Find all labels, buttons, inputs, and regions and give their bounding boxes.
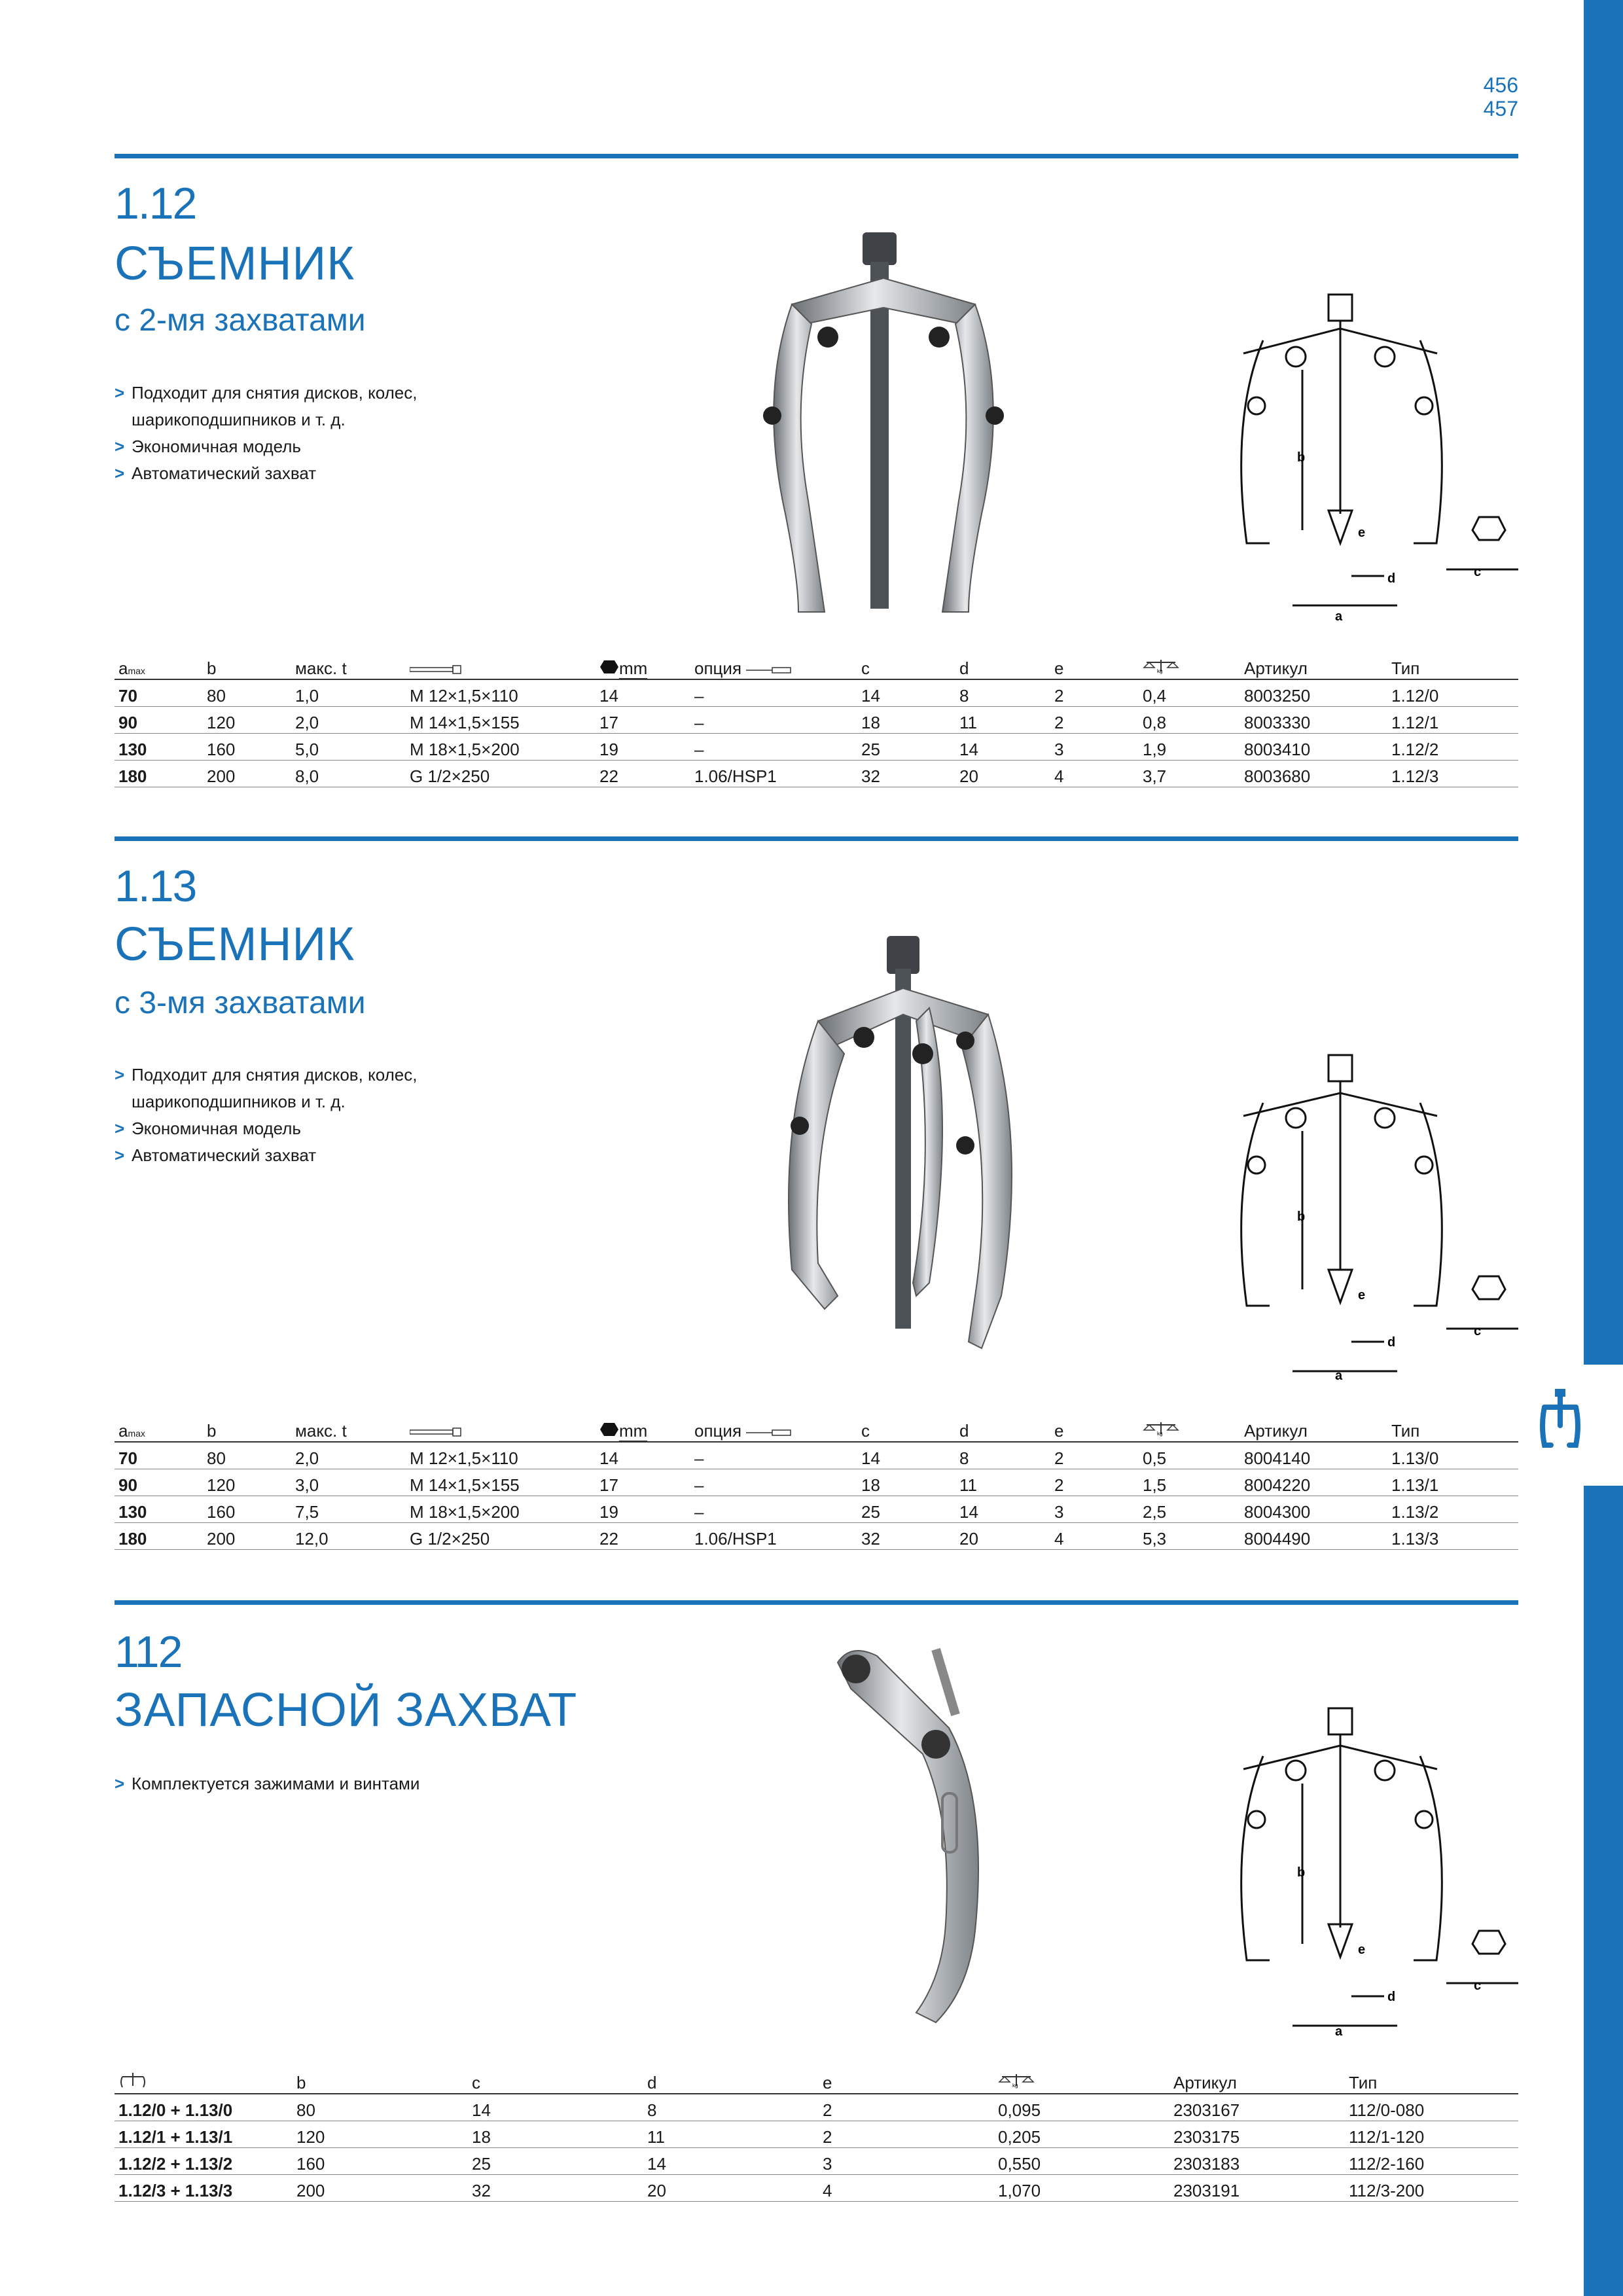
table-row — [115, 2094, 1518, 2121]
table-cell: 12,0 — [291, 1523, 406, 1550]
table-cell: 18 — [468, 2121, 643, 2148]
col-header-type: Тип — [1345, 2067, 1518, 2094]
table-cell: 8003330 — [1240, 707, 1387, 734]
drawing-label: d — [1387, 1990, 1396, 2004]
table-cell: 8004140 — [1240, 1442, 1387, 1469]
table-cell: 22 — [596, 761, 690, 787]
table-cell: 90 — [115, 1469, 203, 1496]
table-cell: 120 — [203, 707, 291, 734]
table-cell: – — [690, 707, 857, 734]
table-cell: 3 — [1050, 1496, 1139, 1523]
table-cell: 14 — [955, 734, 1050, 761]
hex-key-icon — [599, 660, 619, 674]
scale-weight-icon — [1143, 658, 1179, 674]
table-cell: 4 — [1050, 761, 1139, 787]
table-cell: 80 — [203, 679, 291, 707]
table-cell: 2303183 — [1169, 2148, 1345, 2175]
feature-list — [115, 1062, 417, 1169]
table-cell: – — [690, 1469, 857, 1496]
table-cell: – — [690, 1442, 857, 1469]
spec-table — [115, 653, 1518, 787]
table-cell: – — [690, 734, 857, 761]
section-number: 1.12 — [115, 179, 196, 228]
table-cell: 1,0 — [291, 679, 406, 707]
table-cell: 3,7 — [1139, 761, 1240, 787]
feature-item: > Подходит для снятия дисков, колес, шарикоподшипников и т. д. — [115, 380, 417, 433]
table-cell: M 14×1,5×155 — [406, 707, 596, 734]
table-cell: 14 — [643, 2148, 819, 2175]
col-header-weight — [1139, 653, 1240, 679]
table-cell: M 18×1,5×200 — [406, 1496, 596, 1523]
col-header-d: d — [643, 2067, 819, 2094]
svg-text:kg: kg — [1012, 2083, 1018, 2089]
col-header-c: c — [857, 653, 955, 679]
chevron-right-icon: > — [115, 1065, 125, 1085]
col-header-screw — [406, 1415, 596, 1442]
table-cell: 1.13/3 — [1387, 1523, 1518, 1550]
table-cell: 200 — [203, 1523, 291, 1550]
table-cell: 8003250 — [1240, 679, 1387, 707]
table-cell: 180 — [115, 1523, 203, 1550]
table-cell: 1,9 — [1139, 734, 1240, 761]
table-cell: 120 — [293, 2121, 468, 2148]
table-cell: 5,0 — [291, 734, 406, 761]
col-header-t: макс. t — [291, 653, 406, 679]
table-cell: 112/0-080 — [1345, 2094, 1518, 2121]
table-cell: 70 — [115, 1442, 203, 1469]
table-cell: 120 — [203, 1469, 291, 1496]
section-number: 1.13 — [115, 861, 196, 911]
table-cell: 70 — [115, 679, 203, 707]
section-number: 112 — [115, 1627, 182, 1677]
table-cell: 1.06/HSP1 — [690, 761, 857, 787]
page-numbers — [1466, 73, 1518, 120]
drawing-label: b — [1297, 450, 1306, 465]
col-header-e: e — [1050, 653, 1139, 679]
table-cell: 180 — [115, 761, 203, 787]
drawing-label: b — [1297, 1865, 1306, 1880]
col-header-option: опция — [690, 1415, 857, 1442]
section-divider — [115, 1600, 1518, 1605]
table-cell: 8 — [955, 1442, 1050, 1469]
table-cell: 3 — [819, 2148, 994, 2175]
drawing-label: c — [1474, 1324, 1482, 1338]
technical-drawing — [1230, 1705, 1525, 2039]
feature-item: > Экономичная модель — [115, 1115, 417, 1142]
drawing-label: a — [1335, 2024, 1343, 2039]
table-cell: 112/1-120 — [1345, 2121, 1518, 2148]
table-cell: 8003410 — [1240, 734, 1387, 761]
table-cell: 14 — [468, 2094, 643, 2121]
option-pin-icon — [746, 666, 792, 674]
technical-drawing — [1230, 288, 1525, 625]
table-cell: 25 — [857, 1496, 955, 1523]
table-cell: 32 — [468, 2175, 643, 2202]
spec-table — [115, 2067, 1518, 2202]
table-cell: 200 — [293, 2175, 468, 2202]
table-cell: 200 — [203, 761, 291, 787]
table-cell: 3 — [1050, 734, 1139, 761]
drawing-label: e — [1358, 1943, 1366, 1957]
chevron-right-icon: > — [115, 437, 125, 456]
table-cell: 4 — [1050, 1523, 1139, 1550]
spec-table — [115, 1415, 1518, 1550]
table-cell: 0,5 — [1139, 1442, 1240, 1469]
col-header-c: c — [468, 2067, 643, 2094]
table-cell: 22 — [596, 1523, 690, 1550]
table-row — [115, 761, 1518, 787]
col-header-d: d — [955, 1415, 1050, 1442]
drawing-label: c — [1474, 1979, 1482, 1993]
table-cell: G 1/2×250 — [406, 761, 596, 787]
table-cell: 0,205 — [994, 2121, 1169, 2148]
col-header-hex: mm — [596, 653, 690, 679]
table-row — [115, 1469, 1518, 1496]
table-cell: 2303175 — [1169, 2121, 1345, 2148]
table-cell: 1.06/HSP1 — [690, 1523, 857, 1550]
table-cell: 1.12/2 — [1387, 734, 1518, 761]
table-cell: 2,0 — [291, 1442, 406, 1469]
feature-item: > Автоматический захват — [115, 460, 417, 487]
col-header-type: Тип — [1387, 1415, 1518, 1442]
col-header-b: b — [203, 653, 291, 679]
col-header-article: Артикул — [1169, 2067, 1345, 2094]
table-cell: – — [690, 679, 857, 707]
col-header-e: e — [819, 2067, 994, 2094]
svg-text:kg: kg — [1157, 668, 1163, 674]
table-cell: 18 — [857, 707, 955, 734]
drawing-label: c — [1474, 565, 1482, 579]
feature-item: > Автоматический захват — [115, 1142, 417, 1169]
table-cell: 80 — [293, 2094, 468, 2121]
table-cell: 7,5 — [291, 1496, 406, 1523]
drawing-label: e — [1358, 1288, 1366, 1302]
chevron-right-icon: > — [115, 1774, 125, 1793]
table-cell: 32 — [857, 1523, 955, 1550]
col-header-type: Тип — [1387, 653, 1518, 679]
table-cell: 2 — [819, 2094, 994, 2121]
table-cell: 3,0 — [291, 1469, 406, 1496]
jaw-icon — [118, 2072, 147, 2089]
table-row — [115, 2175, 1518, 2202]
table-cell: 90 — [115, 707, 203, 734]
col-header-a: amax — [115, 1415, 203, 1442]
table-row — [115, 1442, 1518, 1469]
table-cell: 0,550 — [994, 2148, 1169, 2175]
table-cell: 14 — [596, 1442, 690, 1469]
table-cell: 0,4 — [1139, 679, 1240, 707]
table-cell: 8004490 — [1240, 1523, 1387, 1550]
table-cell: 1.12/3 — [1387, 761, 1518, 787]
table-cell: 160 — [203, 734, 291, 761]
col-header-c: c — [857, 1415, 955, 1442]
table-cell: 25 — [468, 2148, 643, 2175]
drawing-label: e — [1358, 526, 1366, 540]
section-divider — [115, 154, 1518, 158]
page-number-left: 456 — [1483, 73, 1518, 97]
table-cell: 1.13/1 — [1387, 1469, 1518, 1496]
table-cell: 8 — [643, 2094, 819, 2121]
table-cell: 2,5 — [1139, 1496, 1240, 1523]
section-title: СЪЕМНИК — [115, 238, 355, 290]
table-cell: 11 — [643, 2121, 819, 2148]
table-cell: 2 — [1050, 679, 1139, 707]
table-cell: M 14×1,5×155 — [406, 1469, 596, 1496]
table-cell: M 12×1,5×110 — [406, 1442, 596, 1469]
chevron-right-icon: > — [115, 1119, 125, 1138]
table-cell: 11 — [955, 707, 1050, 734]
table-cell: 1,5 — [1139, 1469, 1240, 1496]
col-header-option: опция — [690, 653, 857, 679]
table-cell: 0,8 — [1139, 707, 1240, 734]
table-cell: 0,095 — [994, 2094, 1169, 2121]
col-header-e: e — [1050, 1415, 1139, 1442]
table-cell: 8004220 — [1240, 1469, 1387, 1496]
col-header-article: Артикул — [1240, 653, 1387, 679]
table-cell: 14 — [857, 679, 955, 707]
scale-weight-icon — [998, 2073, 1035, 2089]
table-cell: 14 — [596, 679, 690, 707]
table-cell: 1.12/1 + 1.13/1 — [115, 2121, 293, 2148]
table-cell: 20 — [643, 2175, 819, 2202]
col-header-t: макс. t — [291, 1415, 406, 1442]
table-cell: 20 — [955, 761, 1050, 787]
table-row — [115, 2148, 1518, 2175]
col-header-a: amax — [115, 653, 203, 679]
chevron-right-icon: > — [115, 1145, 125, 1165]
table-cell: 130 — [115, 1496, 203, 1523]
table-header-row — [115, 2067, 1518, 2094]
table-cell: M 12×1,5×110 — [406, 679, 596, 707]
screw-icon — [410, 1427, 462, 1437]
technical-drawing — [1230, 1054, 1525, 1381]
col-header-screw — [406, 653, 596, 679]
feature-item: > Комплектуется зажимами и винтами — [115, 1770, 419, 1797]
table-cell: 2 — [819, 2121, 994, 2148]
table-cell: 14 — [955, 1496, 1050, 1523]
table-cell: 1.12/1 — [1387, 707, 1518, 734]
table-cell: 8003680 — [1240, 761, 1387, 787]
table-cell: 8,0 — [291, 761, 406, 787]
table-cell: 8004300 — [1240, 1496, 1387, 1523]
table-row — [115, 1523, 1518, 1550]
table-cell: 1.12/0 — [1387, 679, 1518, 707]
table-cell: 11 — [955, 1469, 1050, 1496]
side-accent-bar — [1584, 0, 1623, 2296]
table-cell: 5,3 — [1139, 1523, 1240, 1550]
col-header-b: b — [293, 2067, 468, 2094]
table-row — [115, 1496, 1518, 1523]
table-cell: 4 — [819, 2175, 994, 2202]
table-cell: 2303191 — [1169, 2175, 1345, 2202]
table-row — [115, 734, 1518, 761]
feature-item: > Подходит для снятия дисков, колес, шарикоподшипников и т. д. — [115, 1062, 417, 1115]
drawing-label: a — [1335, 609, 1343, 624]
drawing-label: b — [1297, 1210, 1306, 1224]
table-cell: 17 — [596, 707, 690, 734]
section-title: СЪЕМНИК — [115, 918, 355, 971]
chevron-right-icon: > — [115, 463, 125, 483]
table-cell: 18 — [857, 1469, 955, 1496]
table-cell: G 1/2×250 — [406, 1523, 596, 1550]
table-cell: 130 — [115, 734, 203, 761]
table-cell: 2 — [1050, 1442, 1139, 1469]
col-header-d: d — [955, 653, 1050, 679]
table-cell: 80 — [203, 1442, 291, 1469]
table-cell: 160 — [293, 2148, 468, 2175]
section-subtitle: с 3-мя захватами — [115, 986, 366, 1020]
col-header-weight — [1139, 1415, 1240, 1442]
col-header-weight — [994, 2067, 1169, 2094]
feature-list — [115, 380, 417, 487]
feature-list — [115, 1770, 419, 1797]
puller-logo-icon — [1537, 1386, 1584, 1465]
table-cell: 2 — [1050, 1469, 1139, 1496]
screw-icon — [410, 665, 462, 674]
feature-item: > Экономичная модель — [115, 433, 417, 460]
table-cell: 25 — [857, 734, 955, 761]
table-cell: 14 — [857, 1442, 955, 1469]
table-cell: 32 — [857, 761, 955, 787]
scale-weight-icon — [1143, 1421, 1179, 1437]
option-pin-icon — [746, 1429, 792, 1437]
table-cell: 19 — [596, 1496, 690, 1523]
hex-key-icon — [599, 1422, 619, 1437]
table-cell: 1.12/0 + 1.13/0 — [115, 2094, 293, 2121]
table-cell: – — [690, 1496, 857, 1523]
table-cell: 17 — [596, 1469, 690, 1496]
table-cell: 160 — [203, 1496, 291, 1523]
section-subtitle: с 2-мя захватами — [115, 303, 366, 338]
col-header-model — [115, 2067, 293, 2094]
table-cell: 1.13/0 — [1387, 1442, 1518, 1469]
table-cell: 2,0 — [291, 707, 406, 734]
page-number-right: 457 — [1483, 97, 1518, 120]
product-photo-2-jaw-puller — [746, 226, 1021, 619]
product-photo-spare-jaw — [825, 1636, 995, 2029]
table-cell: 112/3-200 — [1345, 2175, 1518, 2202]
drawing-label: d — [1387, 1335, 1396, 1350]
table-cell: 19 — [596, 734, 690, 761]
table-row — [115, 2121, 1518, 2148]
product-photo-3-jaw-puller — [766, 929, 1041, 1368]
side-bar-gap — [1584, 1365, 1623, 1486]
table-cell: 1.13/2 — [1387, 1496, 1518, 1523]
table-cell: 1,070 — [994, 2175, 1169, 2202]
drawing-label: a — [1335, 1369, 1343, 1381]
section-title: ЗАПАСНОЙ ЗАХВАТ — [115, 1684, 578, 1736]
table-header-row — [115, 653, 1518, 679]
table-cell: 20 — [955, 1523, 1050, 1550]
table-cell: 2 — [1050, 707, 1139, 734]
chevron-right-icon: > — [115, 383, 125, 403]
table-cell: 1.12/3 + 1.13/3 — [115, 2175, 293, 2202]
table-header-row — [115, 1415, 1518, 1442]
col-header-b: b — [203, 1415, 291, 1442]
table-cell: 2303167 — [1169, 2094, 1345, 2121]
table-cell: 112/2-160 — [1345, 2148, 1518, 2175]
svg-text:kg: kg — [1157, 1431, 1163, 1437]
section-divider — [115, 836, 1518, 841]
table-cell: 1.12/2 + 1.13/2 — [115, 2148, 293, 2175]
table-cell: M 18×1,5×200 — [406, 734, 596, 761]
col-header-article: Артикул — [1240, 1415, 1387, 1442]
table-row — [115, 707, 1518, 734]
col-header-hex: mm — [596, 1415, 690, 1442]
drawing-label: d — [1387, 571, 1396, 586]
table-row — [115, 679, 1518, 707]
table-cell: 8 — [955, 679, 1050, 707]
